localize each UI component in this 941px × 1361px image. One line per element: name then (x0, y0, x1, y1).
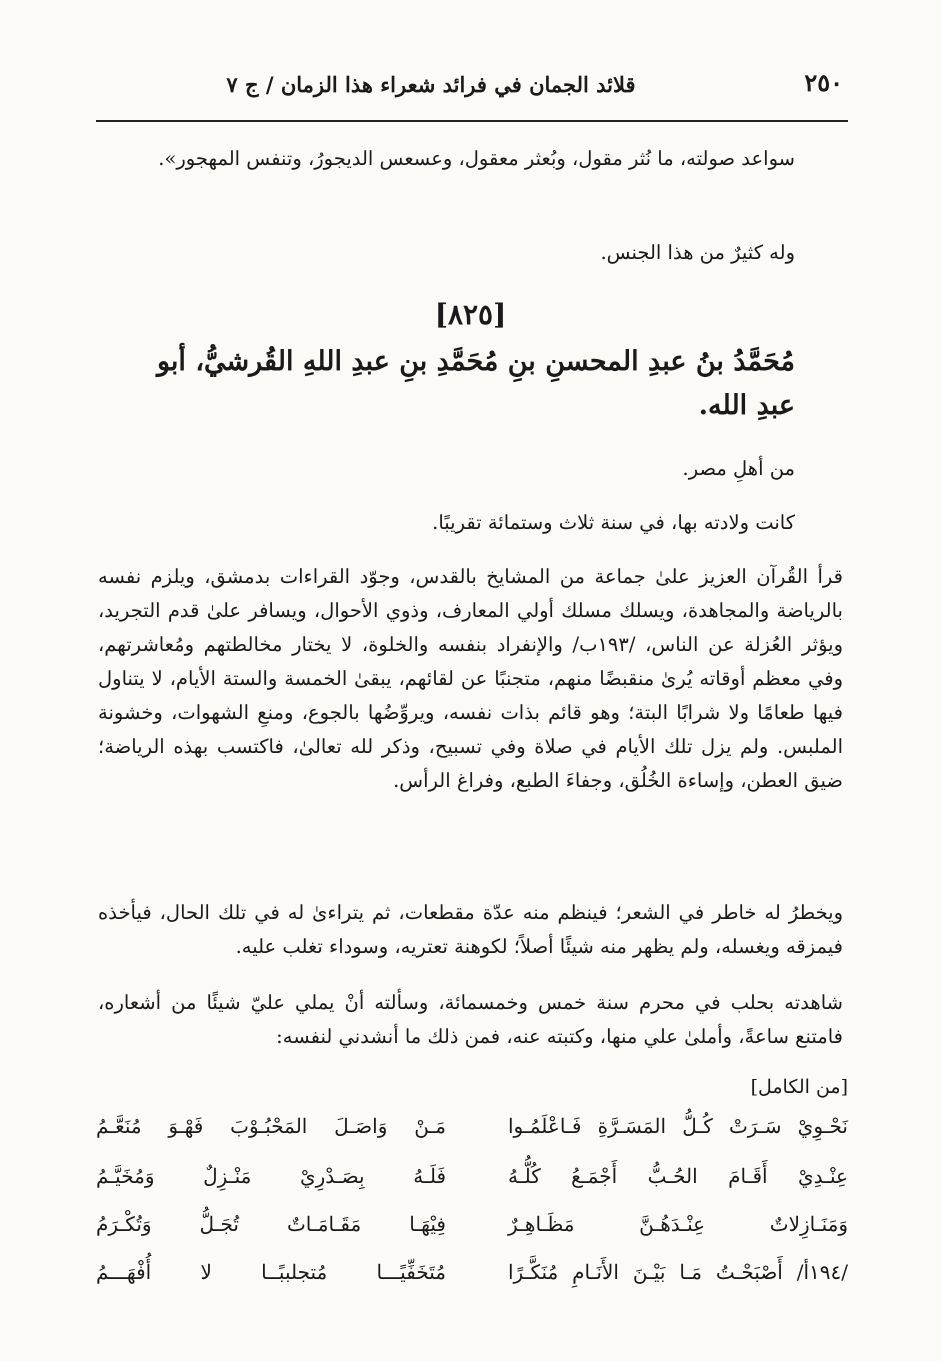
verse-first-hemistich: وَمَنَـازِلاتٌ عِنْـدَهُـنَّ مَظَـاهِـرٌ (508, 1212, 848, 1236)
verse-second-hemistich: فِيْهَـا مَقَـامَـاتٌ تُجَـلُّ وَتُكْـرَمُ (96, 1212, 446, 1236)
entry-heading: مُحَمَّدُ بنُ عبدِ المحسنِ بنِ مُحَمَّدِ بنِ عبدِ اللهِ القُرشيُّ، أبو عبدِ الله. (156, 346, 795, 421)
verse-first-hemistich: نَحْـوِيْ سَـرَتْ كُـلُّ المَسَـرَّةِ فَـاعْلَمُـوا (508, 1114, 848, 1138)
poem-verse (96, 1212, 848, 1248)
poem-verse (96, 1114, 848, 1150)
header-divider (96, 120, 848, 122)
poem-verse (96, 1164, 848, 1200)
verse-second-hemistich: فَلَـهُ بِصَـدْرِيْ مَنْـزِلٌ وَمُخَيَّـمُ (96, 1164, 446, 1188)
paragraph-birth: كانت ولادته بها، في سنة ثلاث وستمائة تقريبًا. (432, 511, 795, 534)
verse-first-hemistich: عِنْـدِيْ أَقَـامَ الحُـبُّ أَجْمَـعُ كُلُّـهُ (508, 1164, 848, 1188)
verse-first-hemistich: /١٩٤أ/ أَصْبَحْـتُ مَـا بَيْـنَ الأَنَـامِ مُنَكَّـرًا (508, 1260, 848, 1284)
entry-number: [٨٢٥] (434, 298, 507, 331)
paragraph-origin: من أهلِ مصر. (682, 457, 795, 480)
paragraph-poetry-habit: ويخطرُ له خاطر في الشعر؛ فينظم منه عدّة مقطعات، ثم يتراءىٰ له في تلك الحال، فيأخذه فيمزقه ويغسله، ولم يظهر منه شيئًا أصلاً؛ لكوهنة تعتريه، وسوداء تغلب عليه. (98, 901, 843, 958)
running-header: قلائد الجمان في فرائد شعراء هذا الزمان / ج ٧ (226, 72, 636, 97)
paragraph-remark: وله كثيرٌ من هذا الجنس. (600, 241, 795, 264)
poem-verse (96, 1260, 848, 1296)
verse-second-hemistich: مَـنْ وَاصَـلَ المَحْبُـوْبَ فَهْـوَ مُنَعَّـمُ (96, 1114, 446, 1138)
paragraph-continuation: سواعد صولته، ما نُثر مقول، وبُعثر معقول، وعسعس الديجورُ، وتنفس المهجور». (158, 147, 795, 170)
poem-meter: [من الكامل] (750, 1076, 848, 1098)
page-number: ٢٥٠ (804, 68, 843, 97)
verse-second-hemistich: مُتَخَفِّيًـــا مُتجلببًــا لا أُفْهَـــمُ (96, 1260, 446, 1284)
paragraph-biography: قرأ القُرآن العزيز علىٰ جماعة من المشايخ بالقدس، وجوّد القراءات بدمشق، ويلزم نفسه بالرياضة والمجاهدة، ويسلك مسلك أولي المعارف، وذوي الأحوال، ويسافر علىٰ قدم التجريد، ويؤثر العُزلة عن الناس، /١٩٣ب/ والإنفراد بنفسه والخلوة، لا يختار مخالطتهم ومُعاشرتهم، وفي معظم أوقاته يُرىٰ منقبضًا منهم، متجنبًا عن لقائهم، يبقىٰ الخمسة والستة الأيام، لا يتناول فيها طعامًا ولا شرابًا البتة؛ وهو قائم بذات نفسه، ويروِّضُها بالجوع، ومنعِ الشهوات، وخشونة الملبس. ولم يزل تلك الأيام في صلاة وفي تسبيح، وذكر لله تعالىٰ، فاكتسب بهذه الرياضة؛ ضيق العطن، وإساءة الخُلُق، وجفاءَ الطبع، وفراغ الرأس. (98, 565, 843, 792)
paragraph-witness: شاهدته بحلب في محرم سنة خمس وخمسمائة، وسألته أنْ يملي عليّ شيئًا من أشعاره، فامتنع ساعةً، وأملىٰ علي منها، وكتبته عنه، فمن ذلك ما أنشدني لنفسه: (98, 991, 843, 1048)
